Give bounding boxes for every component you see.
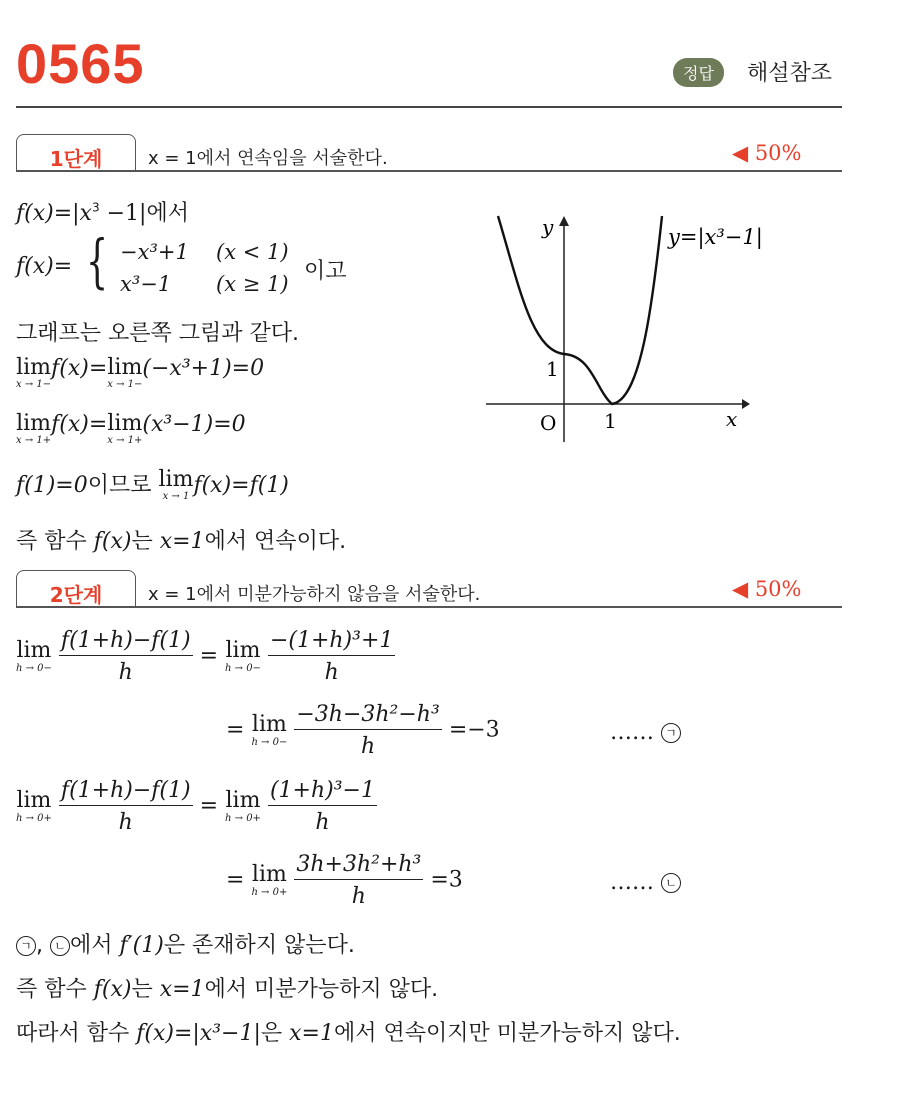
curve-label: y=|x³−1| (668, 225, 763, 249)
step2-description: x = 1에서 미분가능하지 않음을 서술한다. (148, 584, 481, 605)
curve-y-abs-x3-minus-1 (498, 216, 662, 404)
x-tick-1: 1 (604, 409, 617, 433)
y-axis-label: y (542, 215, 554, 239)
marker-1: …… ㄱ (610, 720, 681, 745)
right-derivative-row2: = lim h → 0+ $\frac{\text{3h+3h²+h³}}{h}$ =3 (226, 852, 463, 909)
step2-tab (16, 570, 136, 607)
step2-percent: ◀ 50% (732, 577, 802, 601)
marker-2: …… ㄴ (610, 870, 681, 895)
piecewise-definition: f(x)= { −x³+1 (x < 1) x³−1 (x ≥ 1) 이고 (16, 227, 347, 296)
right-limit-line: lim x → 1+ f(x)= lim x → 1+ (x³−1)=0 (16, 411, 246, 447)
circle-marker-2: ㄴ (661, 873, 681, 893)
step1-line1: $f(x)=|x^3 -1|$에서 (16, 200, 189, 226)
circle-marker-1: ㄱ (661, 723, 681, 743)
step1-description: x = 1에서 연속임을 서술한다. (148, 148, 388, 169)
y-tick-1: 1 (546, 357, 559, 381)
left-derivative-row1: lim h → 0− $\frac{f(1+h)-f(1)}{h}$ = lim h → 0− $\frac{\text{−(1+h)³+1}}{h}$ (16, 628, 394, 685)
y-axis-arrow (559, 216, 569, 226)
step2-rule (16, 606, 842, 608)
right-derivative-row1: lim h → 0+ $\frac{f(1+h)-f(1)}{h}$ = lim h → 0+ $\frac{\text{(1+h)³−1}}{h}$ (16, 778, 375, 835)
left-limit-line: lim x → 1− f(x)= lim x → 1− (−x³+1)=0 (16, 355, 265, 391)
final-line3: 따라서 함수 f(x)=|x³−1|은 x=1에서 연속이지만 미분가능하지 않다. (16, 1021, 681, 1046)
function-graph (480, 200, 780, 450)
left-derivative-row2: = lim h → 0− $\frac{\text{−3h−3h²−h³}}{h}$ =−3 (226, 702, 500, 759)
origin-label: O (540, 411, 557, 435)
x-axis-label: x (726, 407, 738, 431)
step1-conclusion: 즉 함수 f(x)는 x=1에서 연속이다. (16, 529, 347, 554)
problem-number: 0565 (16, 32, 145, 95)
header-rule (16, 106, 842, 108)
step1-percent: ◀ 50% (732, 141, 802, 165)
step1-tab (16, 134, 136, 171)
graph-reference-text: 그래프는 오른쪽 그림과 같다. (16, 321, 299, 346)
answer-badge: 정답 (673, 58, 724, 87)
final-line1: ㄱ , ㄴ 에서 f′(1)은 존재하지 않는다. (16, 928, 355, 959)
continuity-check-line: f(1)=0이므로 lim x → 1 f(x)=f(1) (16, 467, 289, 503)
reference-label: 해설참조 (747, 61, 833, 86)
final-line2: 즉 함수 f(x)는 x=1에서 미분가능하지 않다. (16, 977, 439, 1002)
x-axis-arrow (742, 399, 750, 409)
step2-label: 2단계 (49, 583, 103, 607)
step1-rule (16, 170, 842, 172)
step1-label: 1단계 (49, 147, 103, 171)
